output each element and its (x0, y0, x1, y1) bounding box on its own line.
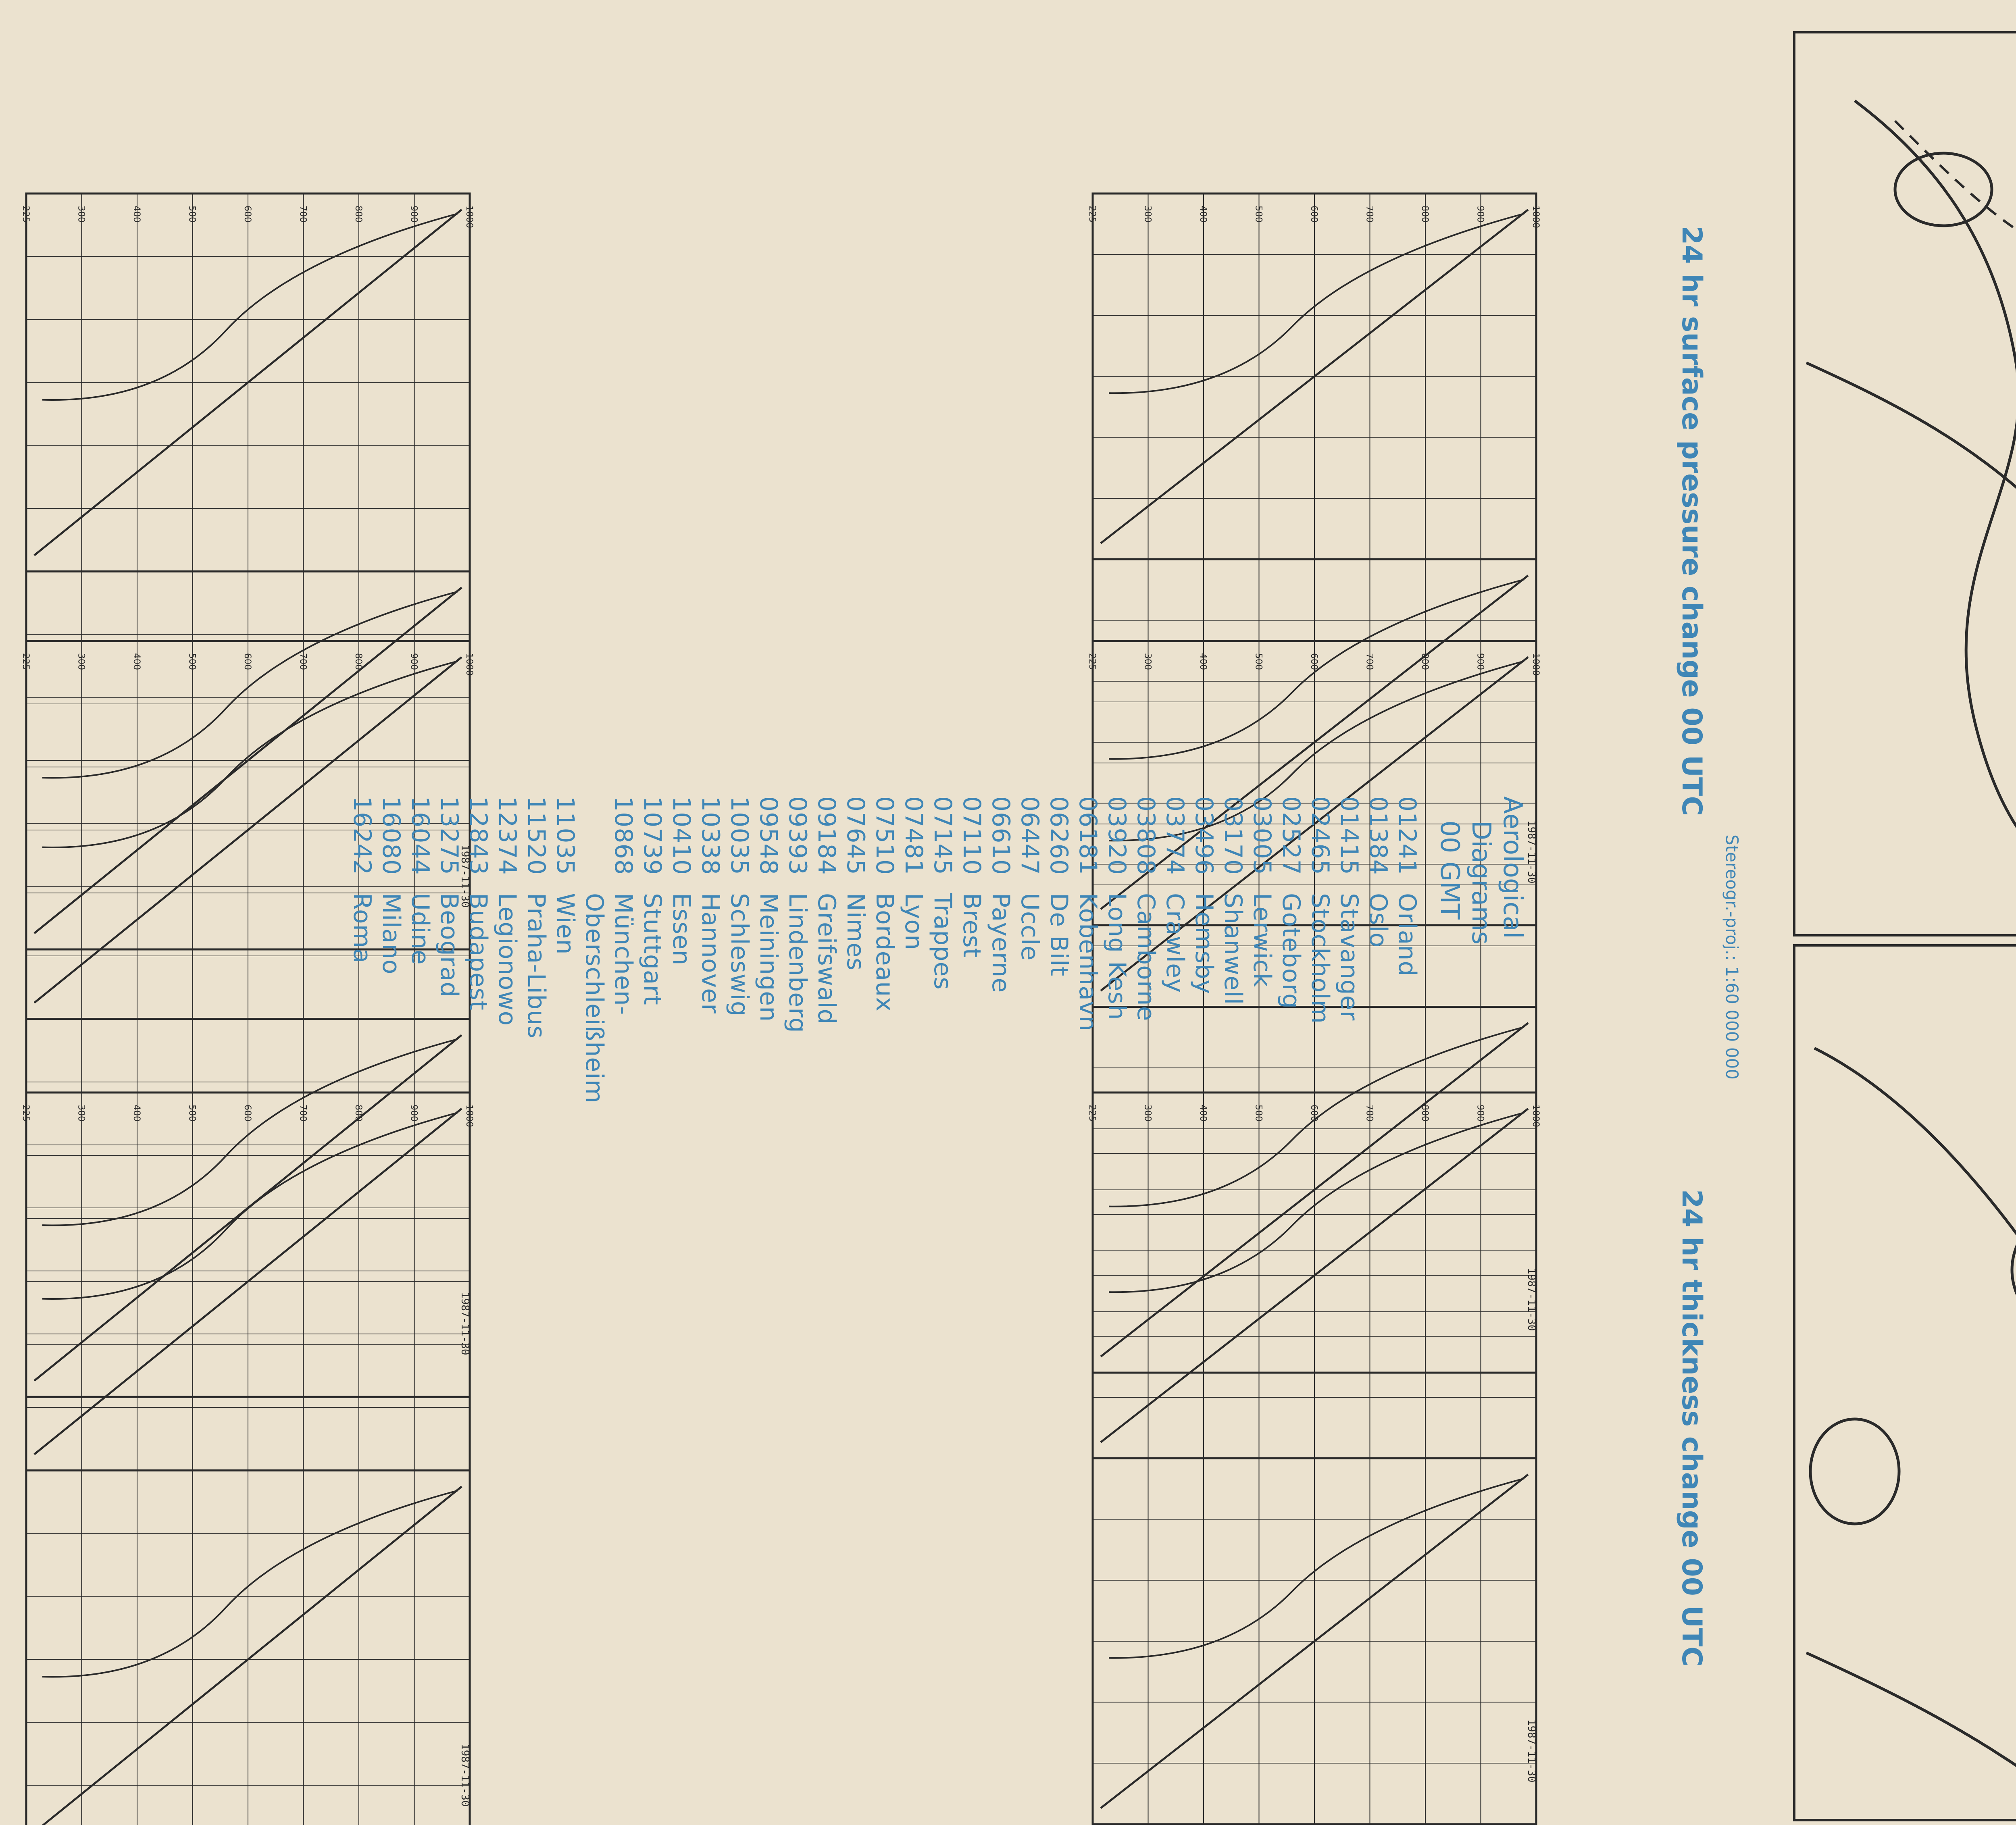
pressure-tick-label: 500 (1253, 206, 1264, 223)
station-code: 10739 (638, 796, 666, 875)
pressure-tick-label: 900 (408, 206, 419, 223)
pressure-tick-label: 400 (1198, 653, 1208, 670)
station-code: 11035 (551, 796, 579, 875)
station-code: 16044 (406, 796, 434, 875)
station-row (1190, 796, 1218, 994)
pressure-tick-label: 600 (242, 1105, 252, 1122)
aerological-title (1434, 796, 1528, 945)
pressure-tick-label: 1000 (464, 1105, 474, 1127)
station-row (435, 796, 463, 997)
station-code: 01415 (1335, 796, 1363, 875)
pressure-tick-label: 700 (298, 653, 308, 670)
station-code: 09548 (754, 796, 783, 875)
station-row (841, 796, 870, 971)
station-name: Essen (667, 893, 696, 966)
diagram-date-stamp: 1987-11-30 (1525, 1719, 1537, 1783)
diagram-date-stamp: 1987-11-30 (1525, 1268, 1537, 1331)
station-code: 09184 (812, 796, 841, 875)
station-code: 03808 (1132, 796, 1160, 875)
pressure-tick-label: 300 (76, 206, 86, 223)
station-code: 02465 (1306, 796, 1334, 875)
station-row (667, 796, 696, 966)
pressure-tick-label: 800 (1420, 653, 1430, 670)
aerological-diagram (21, 1093, 474, 1825)
station-row (900, 796, 928, 950)
pressure-tick-label: 400 (131, 1105, 142, 1122)
pressure-tick-label: 800 (353, 653, 363, 670)
station-row (551, 796, 579, 955)
station-row (1248, 796, 1276, 987)
station-row (754, 796, 783, 1022)
pressure-tick-label: 500 (1253, 653, 1264, 670)
station-row (812, 796, 841, 1024)
station-name: De Bilt (1045, 893, 1073, 977)
station-name: Long Kesh (1103, 893, 1131, 1020)
station-row (725, 796, 754, 1017)
pressure-tick-label: 225 (1087, 206, 1097, 223)
pressure-tick-label: 600 (1309, 206, 1319, 223)
thickness-map-title: 24 hr thickness change 00 UTC (1676, 1189, 1708, 1667)
station-code: 03920 (1103, 796, 1131, 875)
station-name: Roma (348, 893, 376, 963)
pressure-tick-label: 225 (1087, 1105, 1097, 1122)
station-code: 03170 (1219, 796, 1247, 875)
pressure-tick-label: 1000 (1531, 1105, 1541, 1127)
station-row (1277, 796, 1305, 1009)
station-name: Meiningen (754, 893, 783, 1022)
pressure-tick-label: 800 (353, 1105, 363, 1122)
station-name: Budapest (464, 893, 492, 1011)
station-name: Stavanger (1335, 893, 1363, 1021)
pressure-tick-label: 300 (1142, 653, 1153, 670)
station-code: 06260 (1045, 796, 1073, 875)
station-name: Praha-Libus (522, 893, 550, 1039)
diagram-date-stamp: 1987-11-30 (459, 845, 471, 908)
station-code: 03496 (1190, 796, 1218, 875)
station-row (1074, 796, 1102, 1031)
pressure-tick-label: 300 (1142, 1105, 1153, 1122)
station-name: Hannover (696, 893, 725, 1014)
station-name: Camborne (1132, 893, 1160, 1022)
station-code: 12843 (464, 796, 492, 875)
station-name: Oslo (1364, 893, 1392, 948)
pressure-tick-label: 400 (131, 206, 142, 223)
pressure-tick-label: 400 (131, 653, 142, 670)
aerological-title-line2: Diagrams (1466, 820, 1496, 945)
station-name: Brest (958, 893, 986, 958)
station-name: Nimes (841, 893, 870, 971)
station-code: 09393 (783, 796, 812, 875)
pressure-tick-label: 225 (21, 1105, 31, 1122)
station-code: 06181 (1074, 796, 1102, 875)
station-code: 06610 (987, 796, 1015, 875)
map-projection: Stereogr.-proj.: 1:60 000 000 (1722, 834, 1742, 1080)
station-row (348, 796, 376, 963)
station-code: 07645 (841, 796, 870, 875)
station-name: Payerne (987, 893, 1015, 993)
pressure-tick-label: 500 (1253, 1105, 1264, 1122)
pressure-tick-label: 225 (1087, 653, 1097, 670)
station-row (1393, 796, 1421, 976)
station-name: Bordeaux (871, 893, 899, 1012)
station-code: 03774 (1161, 796, 1189, 875)
diagram-date-stamp: 1987-11-30 (459, 1744, 471, 1807)
pressure-tick-label: 300 (76, 653, 86, 670)
pressure-tick-label: 700 (298, 206, 308, 223)
station-row (1045, 796, 1073, 976)
pressure-tick-label: 900 (1475, 653, 1485, 670)
station-name: Orland (1393, 893, 1421, 977)
pressure-tick-label: 225 (21, 653, 31, 670)
aerological-diagram (21, 641, 474, 1397)
station-name: Milano (377, 893, 405, 975)
pressure-tick-label: 400 (1198, 1105, 1208, 1122)
station-row (696, 796, 725, 1014)
station-row (377, 796, 405, 975)
station-name: Udine (406, 893, 434, 965)
station-row (1306, 796, 1334, 1024)
pressure-tick-label: 600 (242, 653, 252, 670)
station-code: 01384 (1364, 796, 1392, 875)
station-code: 10410 (667, 796, 696, 875)
station-code: 16080 (377, 796, 405, 875)
pressure-tick-label: 300 (1142, 206, 1153, 223)
station-code: 07510 (871, 796, 899, 875)
station-code: 07110 (958, 796, 986, 875)
diagram-date-stamp: 1987-11-30 (459, 1292, 471, 1355)
pressure-tick-label: 700 (1364, 1105, 1375, 1122)
station-name: Lyon (900, 893, 928, 951)
aerological-title-line3: 00 GMT (1435, 820, 1464, 920)
station-row (493, 796, 521, 1026)
station-name: Uccle (1016, 893, 1044, 961)
aerological-diagram (1087, 1093, 1541, 1824)
station-row (638, 796, 666, 1005)
station-row (1335, 796, 1363, 1021)
pressure-tick-label: 1000 (1531, 653, 1541, 676)
pressure-tick-label: 1000 (1531, 206, 1541, 228)
station-row (464, 796, 492, 1011)
station-row (783, 796, 812, 1033)
aerological-title-line1: Aerological (1497, 796, 1527, 939)
station-code: 01241 (1393, 796, 1421, 875)
station-row (1016, 796, 1044, 961)
station-name: Lerwick (1248, 893, 1276, 988)
station-name: Schleswig (725, 893, 754, 1017)
station-code: 03005 (1248, 796, 1276, 875)
station-name: Lindenberg (783, 893, 812, 1033)
station-code: 10868 (609, 796, 637, 875)
station-code: 06447 (1016, 796, 1044, 875)
station-row (406, 796, 434, 965)
station-row (609, 796, 637, 1015)
station-name: München- (609, 893, 637, 1016)
pressure-tick-label: 500 (187, 1105, 197, 1122)
station-row (871, 796, 899, 1012)
pressure-tick-label: 900 (1475, 1105, 1485, 1122)
pressure-tick-label: 800 (353, 206, 363, 223)
pressure-tick-label: 700 (1364, 653, 1375, 670)
station-row (1219, 796, 1247, 1005)
pressure-tick-label: 800 (1420, 206, 1430, 223)
station-row (987, 796, 1015, 993)
station-row (929, 796, 957, 990)
station-row (580, 796, 608, 1103)
station-name: Greifswald (812, 893, 841, 1025)
pressure-tick-label: 900 (1475, 206, 1485, 223)
pressure-tick-label: 500 (187, 653, 197, 670)
station-name: Crawley (1161, 893, 1189, 993)
pressure-tick-label: 600 (242, 206, 252, 223)
pressure-tick-label: 600 (1309, 653, 1319, 670)
station-code: 10338 (696, 796, 725, 875)
station-code: 12374 (493, 796, 521, 875)
station-name: Beograd (435, 893, 463, 998)
station-row (1161, 796, 1189, 993)
station-row (522, 796, 550, 1038)
pressure-tick-label: 600 (1309, 1105, 1319, 1122)
station-name: Wien (551, 893, 579, 955)
station-code: 02527 (1277, 796, 1305, 875)
pressure-tick-label: 700 (298, 1105, 308, 1122)
station-name: Legionowo (493, 893, 521, 1026)
station-code: 11520 (522, 796, 550, 875)
pressure-tick-label: 225 (21, 206, 31, 223)
station-name: Kobenhavn (1074, 893, 1102, 1032)
station-name: Oberschleißheim (580, 893, 608, 1104)
station-name: Goteborg (1277, 893, 1305, 1009)
pressure-tick-label: 300 (76, 1105, 86, 1122)
station-row (1364, 796, 1392, 948)
station-row (1132, 796, 1160, 1021)
station-name: Trappes (929, 893, 957, 990)
station-row (1103, 796, 1131, 1020)
pressure-tick-label: 400 (1198, 206, 1208, 223)
station-name: Shanwell (1219, 893, 1247, 1005)
station-code: 07145 (929, 796, 957, 875)
station-name: Stockholm (1306, 893, 1334, 1024)
pressure-tick-label: 700 (1364, 206, 1375, 223)
pressure-tick-label: 500 (187, 206, 197, 223)
pressure-tick-label: 1000 (464, 653, 474, 676)
station-name: Stuttgart (638, 893, 666, 1005)
station-code: 13275 (435, 796, 463, 875)
pressure-map-title: 24 hr surface pressure change 00 UTC (1676, 226, 1708, 816)
pressure-tick-label: 900 (408, 653, 419, 670)
station-row (958, 796, 986, 958)
station-name: Hemsby (1190, 893, 1218, 995)
station-code: 16242 (348, 796, 376, 875)
diagram-date-stamp: 1987-11-30 (1525, 820, 1537, 884)
pressure-tick-label: 800 (1420, 1105, 1430, 1122)
pressure-tick-label: 1000 (464, 206, 474, 228)
pressure-tick-label: 900 (408, 1105, 419, 1122)
station-code: 10035 (725, 796, 754, 875)
station-code: 07481 (900, 796, 928, 875)
